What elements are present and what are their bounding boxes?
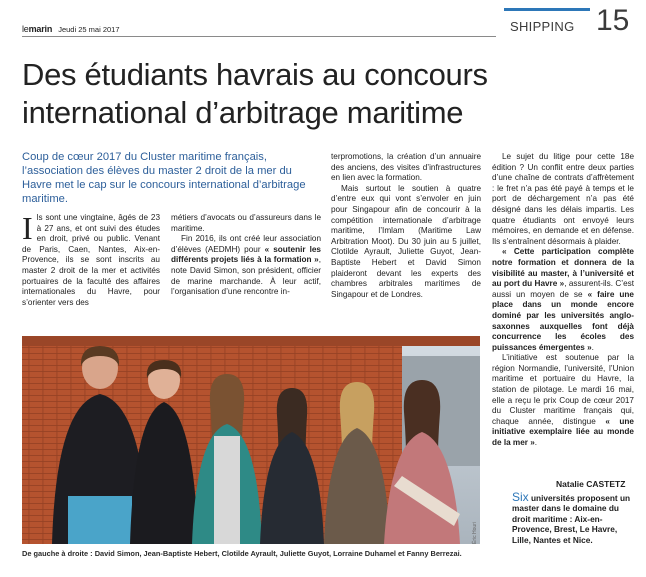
issue-date: Jeudi 25 mai 2017 (58, 25, 120, 34)
section-label: SHIPPING (510, 19, 575, 34)
fact-box (512, 492, 636, 545)
paragraph: L’initiative est soutenue par la région Normandie, l’université, l’Union maritime et portuaire du Havre, la station de pilotage. Le mardi 16 mai, elle a reçu le prix Coup de cœur 2017 du Cluster maritime français qui, chaque année, distingue « une initiative exemplaire liée au monde de la mer ». (492, 353, 634, 448)
author-signature: Natalie CASTETZ (556, 479, 626, 489)
paragraph: Mais surtout le soutien à quatre d’entre eux qui vont s’envoler en juin pour Singapour afin de concourir à la compétition internationale d’arbitrage maritime, l’Imlam (Maritime Law Arbitration Moot). Du 30 juin au 5 juillet, Clotilde Ayrault, Juliette Guyot, Jean-Baptiste Hebert et David Simon plaideront devant les experts des chambres arbitrales maritimes de Singapour et de Londres. (331, 183, 481, 299)
page-header (22, 24, 120, 34)
paragraph: terpromotions, la création d’un annuaire des anciens, des visites d’infrastructures en lien avec la formation. (331, 152, 481, 183)
photo-illustration (22, 336, 480, 544)
paragraph: Fin 2016, ils ont créé leur association d’élèves (AEDMH) pour « soutenir les différents projets liés à la formation », note David Simon, son président, officier de marine marchande. À leur actif, l’organisation d’une rencontre in- (171, 234, 321, 297)
page-number: 15 (596, 4, 630, 37)
fact-text: universités proposent un master dans le domaine du droit maritime : Aix-en-Provence, Brest, Le Havre, Lille, Nantes et Nice. (512, 493, 631, 545)
paragraph: Le sujet du litige pour cette 18e édition ? Un conflit entre deux parties d’une chaîne de contrats d’affrètement : le fret n’a pas été payé à temps et le port de déchargement n’a pas été désigné dans les délais impartis. Les quatre étudiants ont envoyé leurs mémoires, en demande et en défense. Ils s’entraînent désormais à plaider. (492, 152, 634, 246)
article-column-3 (331, 152, 481, 300)
paragraph: métiers d’avocats ou d’assureurs dans le maritime. (171, 213, 321, 233)
article-column-2 (171, 213, 321, 298)
article-column-4 (492, 152, 634, 449)
article-column-1 (22, 210, 160, 308)
photo-credit: Éric Houri (472, 522, 478, 544)
fact-number: Six (512, 490, 529, 504)
paragraph: « Cette participation complète notre formation et donnera de la visibilité au master, à l’université et au port du Havre », assurent-ils. C’est aussi un moyen de se « faire une place dans un monde encore dominé par les universités anglo-saxonnes auxquelles font déjà concurrence les écoles des puissances émergentes ». (492, 247, 634, 352)
photo-caption: De gauche à droite : David Simon, Jean-Baptiste Hebert, Clotilde Ayrault, Juliette Guyot, Lorraine Duhamel et Fanny Berrezai. (22, 549, 462, 558)
group-photo (22, 336, 480, 544)
section-tab (504, 8, 590, 38)
article-lead: Coup de cœur 2017 du Cluster maritime français, l’association des élèves du master 2 droit de la mer du Havre met le cap sur le concours international d’arbitrage maritime. (22, 151, 306, 205)
paragraph: Ils sont une vingtaine, âgés de 23 à 27 ans, et ont suivi des études en droit, privé ou public. Venant de Paris, Caen, Nantes, Aix-en-Provence, ils se sont inscrits au master 2 droit de la mer et activités portuaires de la faculté des affaires internationales du Havre, pour s’orienter vers des (22, 210, 160, 307)
article-headline: Des étudiants havrais au concours international d’arbitrage maritime (22, 57, 488, 130)
header-rule (22, 36, 496, 37)
publication-logo: lemarin (22, 24, 53, 34)
drop-cap: I (22, 210, 33, 246)
